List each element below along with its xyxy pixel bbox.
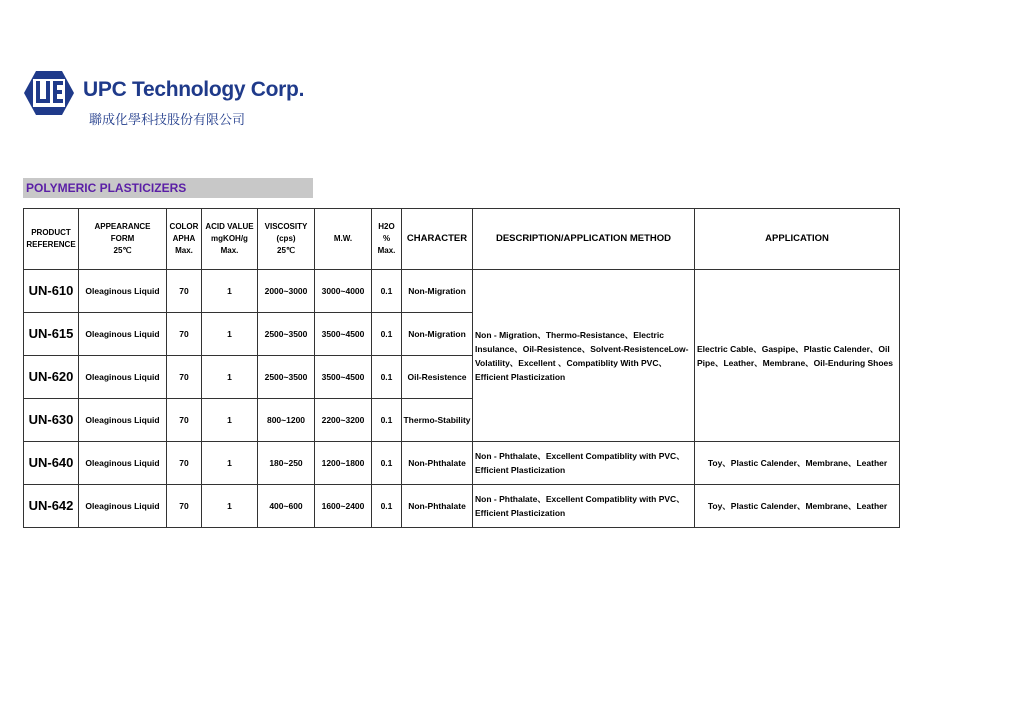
- character-cell: Non-Migration: [402, 313, 473, 356]
- h2o-cell: 0.1: [372, 442, 402, 485]
- acid-cell: 1: [202, 399, 258, 442]
- mw-cell: 2200~3200: [315, 399, 372, 442]
- product-cell: UN-620: [24, 356, 79, 399]
- viscosity-cell: 800~1200: [258, 399, 315, 442]
- character-cell: Thermo-Stability: [402, 399, 473, 442]
- character-cell: Non-Migration: [402, 270, 473, 313]
- header-mw: M.W.: [315, 209, 372, 270]
- product-cell: UN-610: [24, 270, 79, 313]
- description-cell: Non - Phthalate、Excellent Compatiblity with PVC、Efficient Plasticization: [473, 485, 695, 528]
- viscosity-cell: 2000~3000: [258, 270, 315, 313]
- color-cell: 70: [167, 356, 202, 399]
- mw-cell: 3500~4500: [315, 356, 372, 399]
- character-cell: Non-Phthalate: [402, 485, 473, 528]
- h2o-cell: 0.1: [372, 270, 402, 313]
- appearance-cell: Oleaginous Liquid: [79, 485, 167, 528]
- header-product: PRODUCT REFERENCE: [24, 209, 79, 270]
- mw-cell: 3500~4500: [315, 313, 372, 356]
- product-cell: UN-642: [24, 485, 79, 528]
- viscosity-cell: 180~250: [258, 442, 315, 485]
- header-acid-value: ACID VALUE mgKOH/g Max.: [202, 209, 258, 270]
- acid-cell: 1: [202, 313, 258, 356]
- header-application: APPLICATION: [695, 209, 900, 270]
- description-cell: Non - Phthalate、Excellent Compatiblity with PVC、Efficient Plasticization: [473, 442, 695, 485]
- table-header-row: [24, 209, 900, 270]
- section-header: [23, 178, 313, 198]
- character-cell: Non-Phthalate: [402, 442, 473, 485]
- mw-cell: 1600~2400: [315, 485, 372, 528]
- company-name-chinese: 聯成化學科技股份有限公司: [89, 113, 246, 128]
- acid-cell: 1: [202, 442, 258, 485]
- color-cell: 70: [167, 270, 202, 313]
- h2o-cell: 0.1: [372, 356, 402, 399]
- table-row: [24, 485, 900, 528]
- header-character: CHARACTER: [402, 209, 473, 270]
- appearance-cell: Oleaginous Liquid: [79, 313, 167, 356]
- header-color: COLOR APHA Max.: [167, 209, 202, 270]
- product-cell: UN-640: [24, 442, 79, 485]
- appearance-cell: Oleaginous Liquid: [79, 356, 167, 399]
- appearance-cell: Oleaginous Liquid: [79, 399, 167, 442]
- product-cell: UN-630: [24, 399, 79, 442]
- h2o-cell: 0.1: [372, 399, 402, 442]
- appearance-cell: Oleaginous Liquid: [79, 270, 167, 313]
- character-cell: Oil-Resistence: [402, 356, 473, 399]
- header-description: DESCRIPTION/APPLICATION METHOD: [473, 209, 695, 270]
- viscosity-cell: 2500~3500: [258, 356, 315, 399]
- description-cell: Non - Migration、Thermo-Resistance、Electric Insulance、Oil-Resistence、Solvent-ResistenceLow-Volatility、Excellent 、Compatiblity With PVC、Efficient Plasticization: [473, 270, 695, 442]
- header-appearance: APPEARANCE FORM 25℃: [79, 209, 167, 270]
- application-cell: Electric Cable、Gaspipe、Plastic Calender、Oil Pipe、Leather、Membrane、Oil-Enduring Shoes: [695, 270, 900, 442]
- section-title: POLYMERIC PLASTICIZERS: [26, 181, 187, 195]
- color-cell: 70: [167, 485, 202, 528]
- mw-cell: 1200~1800: [315, 442, 372, 485]
- company-logo-icon: [24, 70, 74, 116]
- color-cell: 70: [167, 313, 202, 356]
- appearance-cell: Oleaginous Liquid: [79, 442, 167, 485]
- product-cell: UN-615: [24, 313, 79, 356]
- acid-cell: 1: [202, 356, 258, 399]
- plasticizer-table: [23, 208, 900, 528]
- table-row: [24, 442, 900, 485]
- header-viscosity: VISCOSITY (cps) 25℃: [258, 209, 315, 270]
- mw-cell: 3000~4000: [315, 270, 372, 313]
- viscosity-cell: 400~600: [258, 485, 315, 528]
- table-row: [24, 270, 900, 313]
- header-h2o: H2O % Max.: [372, 209, 402, 270]
- viscosity-cell: 2500~3500: [258, 313, 315, 356]
- application-cell: Toy、Plastic Calender、Membrane、Leather: [695, 485, 900, 528]
- h2o-cell: 0.1: [372, 313, 402, 356]
- acid-cell: 1: [202, 485, 258, 528]
- color-cell: 70: [167, 442, 202, 485]
- acid-cell: 1: [202, 270, 258, 313]
- color-cell: 70: [167, 399, 202, 442]
- h2o-cell: 0.1: [372, 485, 402, 528]
- application-cell: Toy、Plastic Calender、Membrane、Leather: [695, 442, 900, 485]
- company-name: UPC Technology Corp.: [83, 78, 305, 101]
